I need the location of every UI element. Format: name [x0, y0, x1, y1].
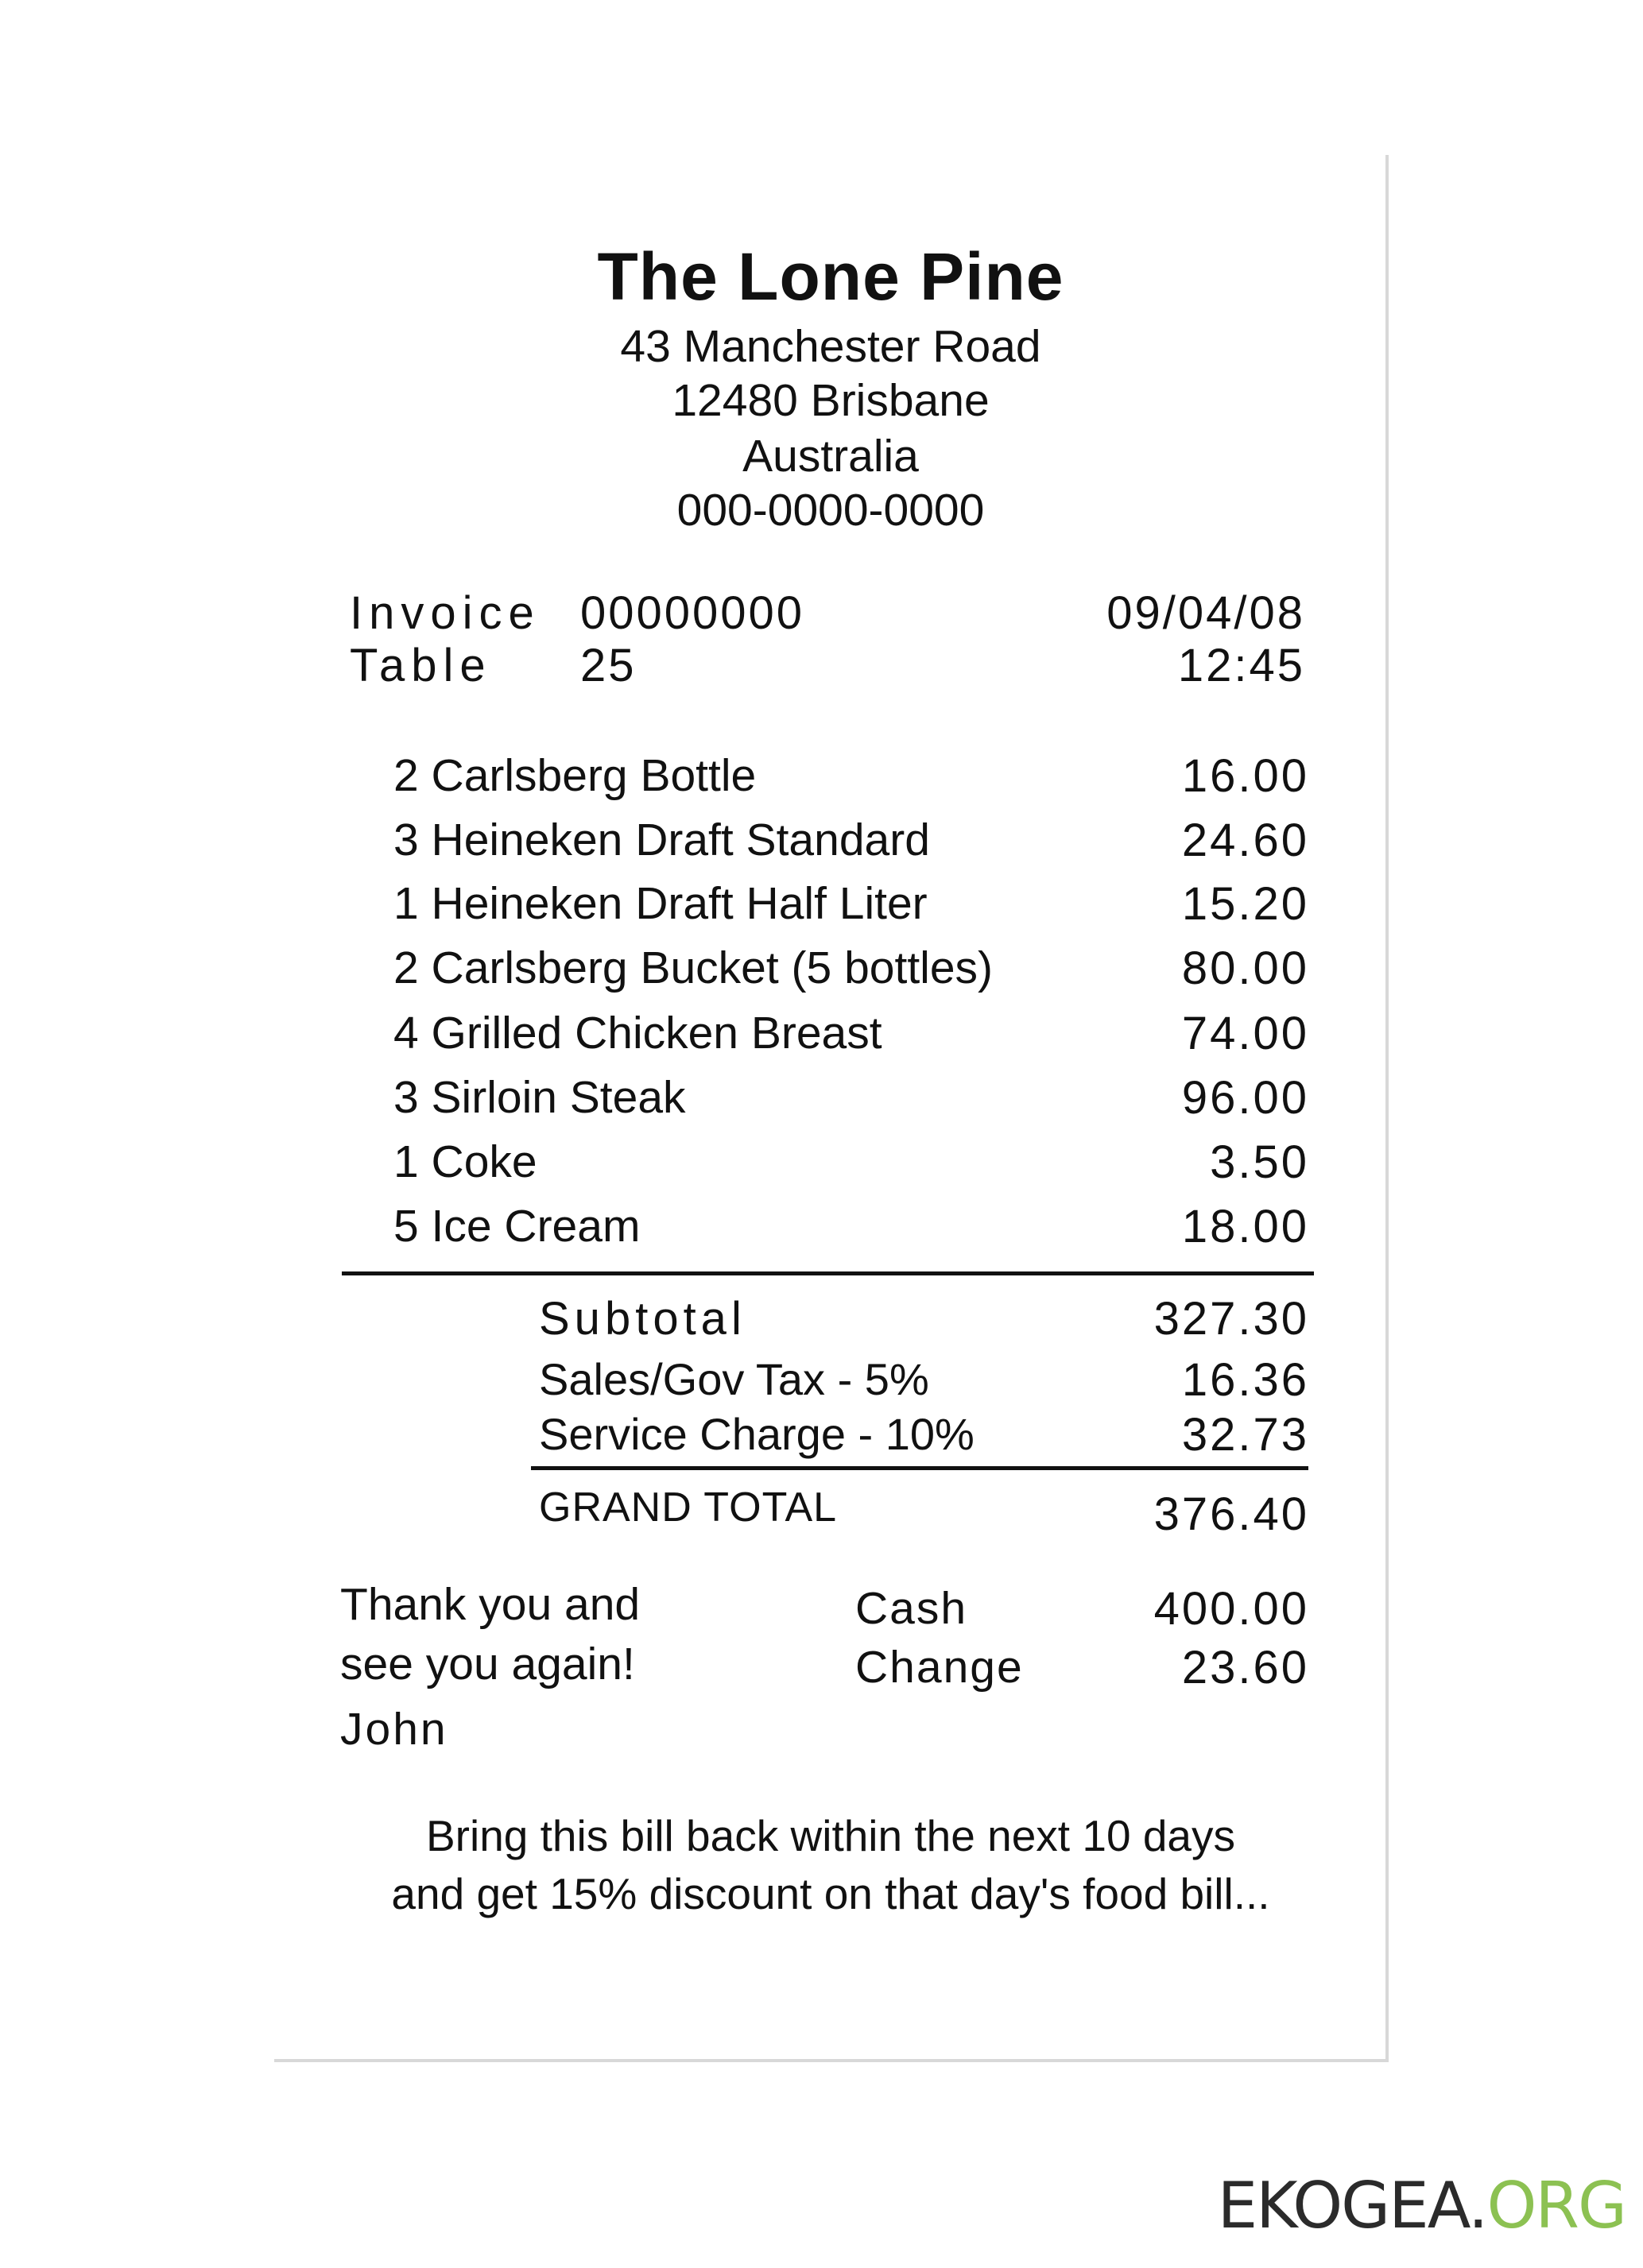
- change-value: 23.60: [1181, 1642, 1309, 1693]
- phone-number: 000-0000-0000: [676, 485, 985, 536]
- logo-part-1: EKOGEA.: [1217, 2169, 1487, 2243]
- line-item-price: 3.50: [1210, 1136, 1309, 1188]
- invoice-time: 12:45: [1177, 640, 1305, 691]
- promo-line-2: and get 15% discount on that day's food bill...: [391, 1869, 1270, 1918]
- subtotal-label: Subtotal: [539, 1293, 746, 1345]
- invoice-date: 09/04/08: [1106, 587, 1305, 639]
- table-label: Table: [350, 640, 492, 691]
- line-item: 4 Grilled Chicken Breast: [393, 1008, 882, 1059]
- line-item: 3 Heineken Draft Standard: [393, 815, 930, 865]
- promo-line-1: Bring this bill back within the next 10 days: [425, 1811, 1236, 1860]
- totals-divider: [531, 1466, 1308, 1470]
- items-divider: [342, 1271, 1314, 1275]
- line-item: 1 Coke: [393, 1136, 537, 1187]
- line-item: 2 Carlsberg Bottle: [393, 750, 757, 801]
- line-item-price: 96.00: [1181, 1072, 1309, 1124]
- restaurant-name: The Lone Pine: [597, 239, 1064, 314]
- logo-part-2: ORG: [1486, 2169, 1626, 2243]
- line-item-price: 15.20: [1181, 878, 1309, 930]
- invoice-label: Invoice: [350, 587, 541, 639]
- thank-you-line-1: Thank you and: [340, 1579, 641, 1630]
- line-item: 1 Heineken Draft Half Liter: [393, 878, 928, 929]
- line-item-price: 74.00: [1181, 1008, 1309, 1059]
- address-line-3: Australia: [742, 431, 919, 482]
- thank-you-line-2: see you again!: [340, 1639, 635, 1689]
- subtotal-value: 327.30: [1153, 1293, 1309, 1345]
- service-charge-label: Service Charge - 10%: [539, 1409, 975, 1459]
- grand-total-value: 376.40: [1153, 1488, 1309, 1540]
- table-number: 25: [580, 640, 637, 691]
- line-item-price: 24.60: [1181, 815, 1309, 866]
- address-line-2: 12480 Brisbane: [672, 375, 990, 426]
- line-item-price: 16.00: [1181, 750, 1309, 802]
- line-item: 5 Ice Cream: [393, 1201, 641, 1252]
- cash-value: 400.00: [1153, 1583, 1309, 1635]
- line-item-price: 80.00: [1181, 942, 1309, 994]
- invoice-number: 00000000: [580, 587, 805, 639]
- grand-total-label: GRAND TOTAL: [539, 1484, 838, 1531]
- server-name: John: [340, 1704, 448, 1755]
- tax-label: Sales/Gov Tax - 5%: [539, 1354, 929, 1404]
- receipt-edge-bottom: [274, 2059, 1389, 2062]
- line-item-price: 18.00: [1181, 1201, 1309, 1252]
- cash-label: Cash: [855, 1583, 968, 1634]
- line-item: 3 Sirloin Steak: [393, 1072, 686, 1123]
- address-line-1: 43 Manchester Road: [620, 321, 1041, 372]
- line-item: 2 Carlsberg Bucket (5 bottles): [393, 942, 993, 993]
- ekogea-logo: [1218, 2169, 1626, 2243]
- tax-value: 16.36: [1181, 1354, 1309, 1406]
- change-label: Change: [855, 1642, 1024, 1693]
- service-charge-value: 32.73: [1181, 1409, 1309, 1461]
